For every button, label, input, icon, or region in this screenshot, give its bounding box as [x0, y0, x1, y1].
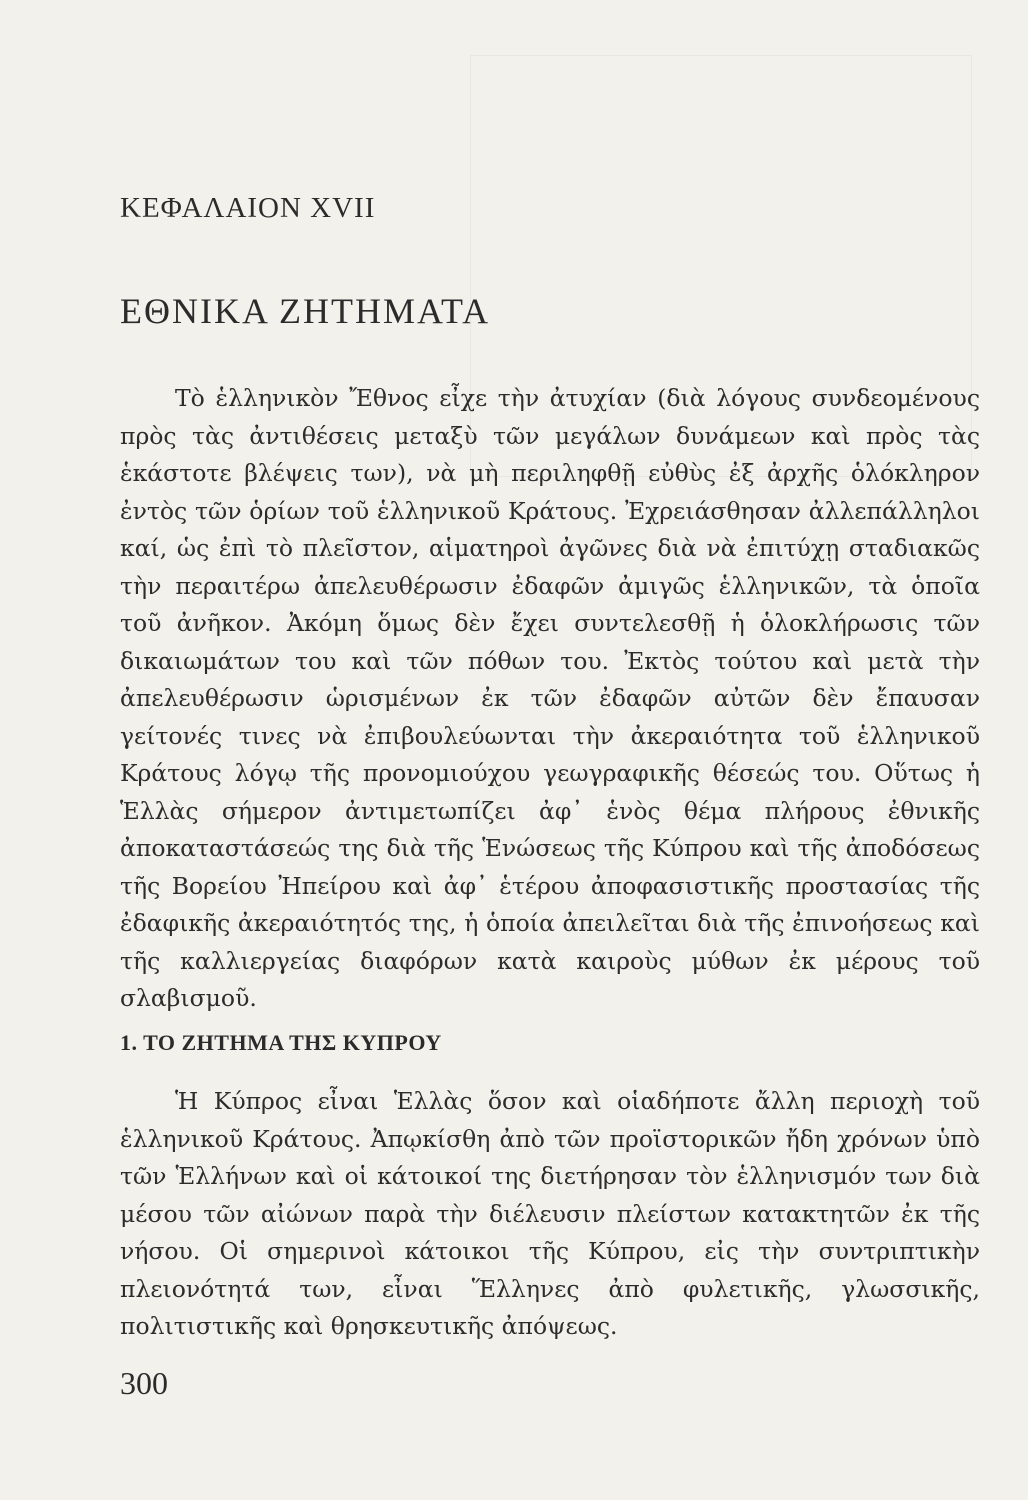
chapter-label: ΚΕΦΑΛΑΙΟΝ XVII — [120, 192, 376, 224]
page-number: 300 — [120, 1365, 168, 1401]
section-heading: 1. ΤΟ ΖΗΤΗΜΑ ΤΗΣ ΚΥΠΡΟΥ — [120, 1030, 442, 1055]
chapter-title: ΕΘΝΙΚΑ ΖΗΤΗΜΑΤΑ — [120, 291, 491, 331]
section-paragraph: Ἡ Κύπρος εἶναι Ἑλλὰς ὅσον καὶ οἱαδήποτε ἄλλη περιοχὴ τοῦ ἑλληνικοῦ Κράτους. Ἀπῳκίσθη ἀπὸ τῶν προϊστορικῶν ἤδη χρόνων ὑπὸ τῶν Ἑλλήνων καὶ οἱ κάτοικοί της διετήρησαν τὸν ἑλληνισμόν των διὰ μέσου τῶν αἰώνων παρὰ τὴν διέλευσιν πλείστων κατακτητῶν ἐκ τῆς νήσου. Οἱ σημερινοὶ κάτοικοι τῆς Κύπρου, εἰς τὴν συντριπτικὴν πλειονότητά των, εἶναι Ἕλληνες ἀπὸ φυλετικῆς, γλωσσικῆς, πολιτιστικῆς καὶ θρησκευτικῆς ἀπόψεως. — [120, 1087, 980, 1340]
intro-paragraph: Τὸ ἑλληνικὸν Ἔθνος εἶχε τὴν ἀτυχίαν (διὰ λόγους συνδεομένους πρὸς τὰς ἀντιθέσεις μεταξὺ τῶν μεγάλων δυνάμεων καὶ πρὸς τὰς ἑκάστοτε βλέψεις των), νὰ μὴ περιληφθῇ εὐθὺς ἐξ ἀρχῆς ὁλόκληρον ἐντὸς τῶν ὁρίων τοῦ ἑλληνικοῦ Κράτους. Ἐχρειάσθησαν ἀλλεπάλληλοι καί, ὡς ἐπὶ τὸ πλεῖστον, αἱματηροὶ ἀγῶνες διὰ νὰ ἐπιτύχῃ σταδιακῶς τὴν περαιτέρω ἀπελευθέρωσιν ἐδαφῶν ἀμιγῶς ἑλληνικῶν, τὰ ὁποῖα τοῦ ἀνῆκον. Ἀκόμη ὅμως δὲν ἔχει συντελεσθῇ ἡ ὁλοκλήρωσις τῶν δικαιωμάτων του καὶ τῶν πόθων του. Ἐκτὸς τούτου καὶ μετὰ τὴν ἀπελευθέρωσιν ὡρισμένων ἐκ τῶν ἐδαφῶν αὐτῶν δὲν ἔπαυσαν γείτονές τινες νὰ ἐπιβουλεύωνται τὴν ἀκεραιότητα τοῦ ἑλληνικοῦ Κράτους λόγῳ τῆς προνομιούχου γεωγραφικῆς θέσεώς του. Οὕτως ἡ Ἑλλὰς σήμερον ἀντιμετωπίζει ἀφ᾽ ἑνὸς θέμα πλήρους ἐθνικῆς ἀποκαταστάσεώς της διὰ τῆς Ἑνώσεως τῆς Κύπρου καὶ τῆς ἀποδόσεως τῆς Βορείου Ἠπείρου καὶ ἀφ᾽ ἑτέρου ἀποφασιστικῆς προστασίας τῆς ἐδαφικῆς ἀκεραιότητός της, ἡ ὁποία ἀπειλεῖται διὰ τῆς ἐπινοήσεως καὶ τῆς καλλιεργείας διαφόρων κατὰ καιροὺς μύθων ἐκ μέρους τοῦ σλαβισμοῦ. — [120, 384, 980, 1012]
